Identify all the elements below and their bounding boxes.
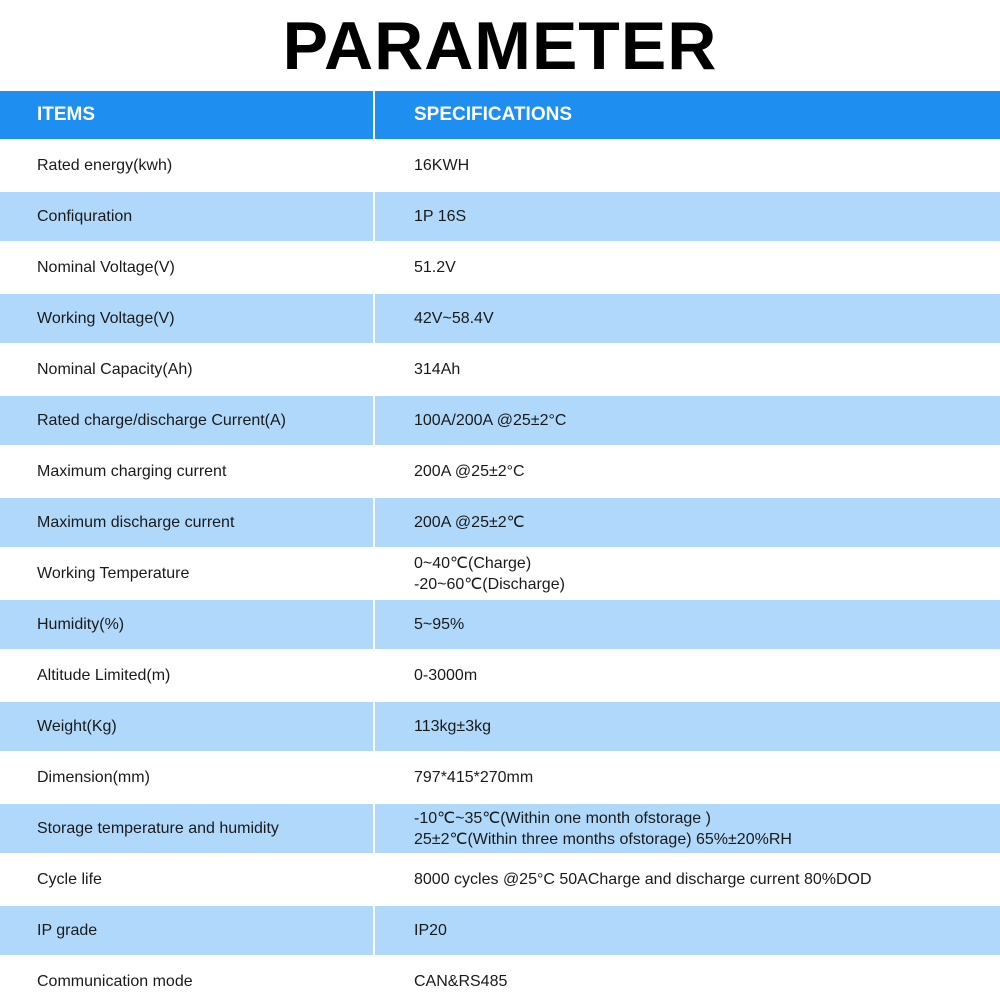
table-row	[0, 598, 1000, 649]
spec-line: 200A @25±2°C	[414, 463, 525, 480]
table-row	[0, 547, 1000, 598]
table-row	[0, 649, 1000, 700]
row-item: Maximum discharge current	[0, 498, 375, 547]
row-spec	[375, 141, 1000, 190]
spec-line: 314Ah	[414, 361, 461, 378]
row-item: Working Temperature	[0, 549, 375, 598]
spec-line: -20~60℃(Discharge)	[414, 575, 565, 593]
table-row	[0, 445, 1000, 496]
spec-line: IP20	[414, 922, 447, 939]
row-spec	[375, 753, 1000, 802]
table-row	[0, 292, 1000, 343]
row-spec	[375, 651, 1000, 700]
table-row	[0, 904, 1000, 955]
row-spec	[375, 804, 1000, 853]
spec-line: 0-3000m	[414, 667, 478, 684]
row-spec	[375, 957, 1000, 1006]
spec-line: -10℃~35℃(Within one month ofstorage )	[414, 809, 711, 827]
row-spec	[375, 192, 1000, 241]
row-item: IP grade	[0, 906, 375, 955]
spec-line: 0~40℃(Charge)	[414, 554, 532, 572]
row-item: Weight(Kg)	[0, 702, 375, 751]
row-item: Nominal Voltage(V)	[0, 243, 375, 292]
table-row	[0, 802, 1000, 853]
table-row	[0, 139, 1000, 190]
spec-line: 16KWH	[414, 157, 470, 174]
spec-line: 797*415*270mm	[414, 769, 534, 786]
row-item: Rated charge/discharge Current(A)	[0, 396, 375, 445]
table-row	[0, 853, 1000, 904]
table-row	[0, 496, 1000, 547]
spec-line: 42V~58.4V	[414, 310, 494, 327]
row-spec	[375, 855, 1000, 904]
row-item: Maximum charging current	[0, 447, 375, 496]
row-item: Cycle life	[0, 855, 375, 904]
row-item: Humidity(%)	[0, 600, 375, 649]
row-item: Rated energy(kwh)	[0, 141, 375, 190]
spec-line: 100A/200A @25±2°C	[414, 412, 567, 429]
parameter-table	[0, 91, 1000, 1006]
table-row	[0, 241, 1000, 292]
spec-line: 25±2℃(Within three months ofstorage) 65%±20%RH	[414, 830, 792, 848]
table-row	[0, 190, 1000, 241]
row-spec	[375, 498, 1000, 547]
row-item: Nominal Capacity(Ah)	[0, 345, 375, 394]
row-spec	[375, 345, 1000, 394]
header-items: ITEMS	[0, 91, 375, 139]
table-row	[0, 343, 1000, 394]
page-title: PARAMETER	[282, 7, 718, 84]
row-spec	[375, 549, 1000, 598]
spec-line: 5~95%	[414, 616, 465, 633]
table-header	[0, 91, 1000, 139]
row-spec	[375, 702, 1000, 751]
row-spec	[375, 906, 1000, 955]
spec-line: CAN&RS485	[414, 973, 508, 990]
row-item: Altitude Limited(m)	[0, 651, 375, 700]
row-spec	[375, 447, 1000, 496]
header-specifications: SPECIFICATIONS	[414, 104, 572, 125]
spec-line: 1P 16S	[414, 208, 467, 225]
row-spec	[375, 294, 1000, 343]
row-item: Working Voltage(V)	[0, 294, 375, 343]
table-body	[0, 139, 1000, 1006]
table-row	[0, 394, 1000, 445]
table-row	[0, 955, 1000, 1006]
table-row	[0, 700, 1000, 751]
row-spec	[375, 396, 1000, 445]
row-item: Storage temperature and humidity	[0, 804, 375, 853]
spec-line: 51.2V	[414, 259, 456, 276]
row-spec	[375, 600, 1000, 649]
row-spec	[375, 243, 1000, 292]
row-item: Communication mode	[0, 957, 375, 1006]
table-row	[0, 751, 1000, 802]
row-item: Dimension(mm)	[0, 753, 375, 802]
spec-line: 200A @25±2℃	[414, 514, 525, 531]
row-item: Confiquration	[0, 192, 375, 241]
spec-line: 113kg±3kg	[414, 718, 491, 735]
spec-line: 8000 cycles @25°C 50ACharge and discharge current 80%DOD	[414, 871, 872, 888]
